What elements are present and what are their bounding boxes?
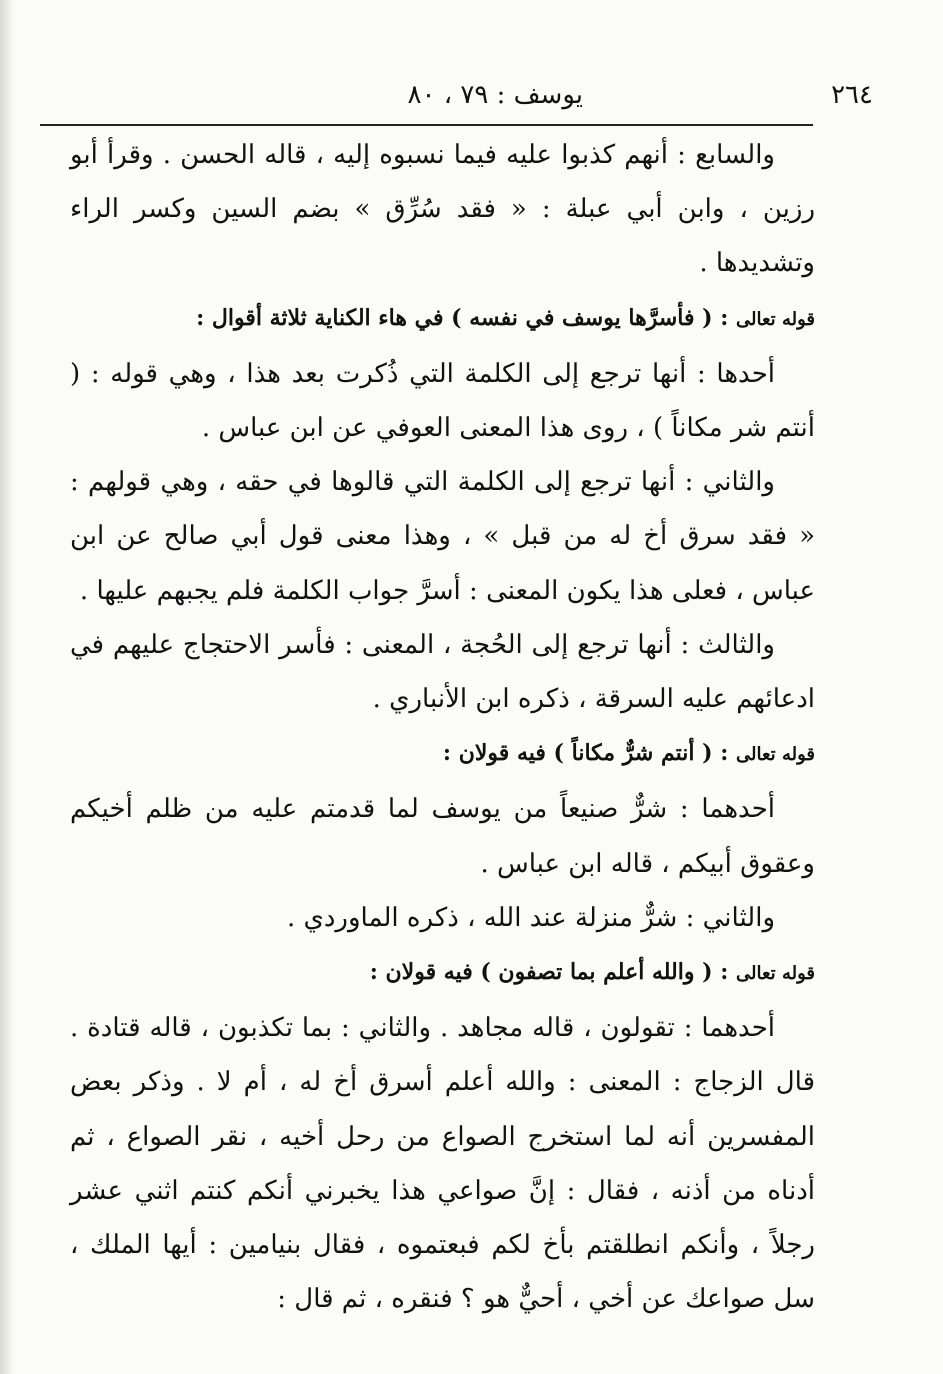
paragraph: والسابع : أنهم كذبوا عليه فيما نسبوه إليه ، قاله الحسن . وقرأ أبو رزين ، وابن أبي عبلة : « فقد سُرِّق » بضم السين وكسر الراء وتشديدها . <box>70 140 815 279</box>
header-rule <box>40 124 813 126</box>
paragraph: والثاني : أنها ترجع إلى الكلمة التي قالوها في حقه ، وهي قولهم : « فقد سرق أخ له من قبل » ، وهذا معنى قول أبي صالح عن ابن عباس ، فعلى هذا يكون المعنى : أسرَّ جواب الكلمة فلم يجبهم عليها . <box>70 467 815 606</box>
verse-heading-label: قوله تعالى <box>736 744 815 766</box>
verse-heading <box>70 945 815 1001</box>
paragraph: أحدهما : تقولون ، قاله مجاهد . والثاني : بما تكذبون ، قاله قتادة . قال الزجاج : المعنى : والله أعلم أسرق أخ له ، أم لا . وذكر بعض المفسرين أنه لما استخرج الصواع من رحل أخيه ، نقر الصواع ، ثم أدناه من أذنه ، فقال : إنَّ صواعي هذا يخبرني أنكم كنتم اثني عشر رجلاً ، وأنكم انطلقتم بأخ لكم فبعتموه ، فقال بنيامين : أيها الملك ، سل صواعك عن أخي ، أحيٌّ هو ؟ فنقره ، ثم قال : <box>70 1013 815 1315</box>
page-header <box>60 72 883 112</box>
verse-heading-label: قوله تعالى <box>736 963 815 985</box>
page-gutter-shadow <box>0 0 14 1374</box>
paragraph: أحدها : أنها ترجع إلى الكلمة التي ذُكرت بعد هذا ، وهي قوله : ( أنتم شر مكاناً ) ، روى هذا المعنى العوفي عن ابن عباس . <box>70 358 815 444</box>
page-body <box>70 128 815 1326</box>
verse-heading-text: : ( أنتم شرٌّ مكاناً ) فيه قولان : <box>442 740 729 767</box>
verse-heading <box>70 291 815 347</box>
paragraph: والثالث : أنها ترجع إلى الحُجة ، المعنى : فأسر الاحتجاج عليهم في ادعائهم عليه السرقة ، ذكره ابن الأنباري . <box>70 629 815 715</box>
verse-heading-text: : ( والله أعلم بما تصفون ) فيه قولان : <box>369 959 729 986</box>
page-number: ٢٦٤ <box>831 80 873 110</box>
paragraph: أحدهما : شرٌّ صنيعاً من يوسف لما قدمتم عليه من ظلم أخيكم وعقوق أبيكم ، قاله ابن عباس . <box>70 794 815 879</box>
paragraph: والثاني : شرٌّ منزلة عند الله ، ذكره الماوردي . <box>286 902 775 933</box>
verse-heading-text: : ( فأسرَّها يوسف في نفسه ) في هاء الكناية ثلاثة أقوال : <box>196 304 729 331</box>
running-title: يوسف : ٧٩ ، ٨٠ <box>407 80 583 110</box>
verse-heading <box>70 726 815 782</box>
verse-heading-label: قوله تعالى <box>736 308 815 330</box>
